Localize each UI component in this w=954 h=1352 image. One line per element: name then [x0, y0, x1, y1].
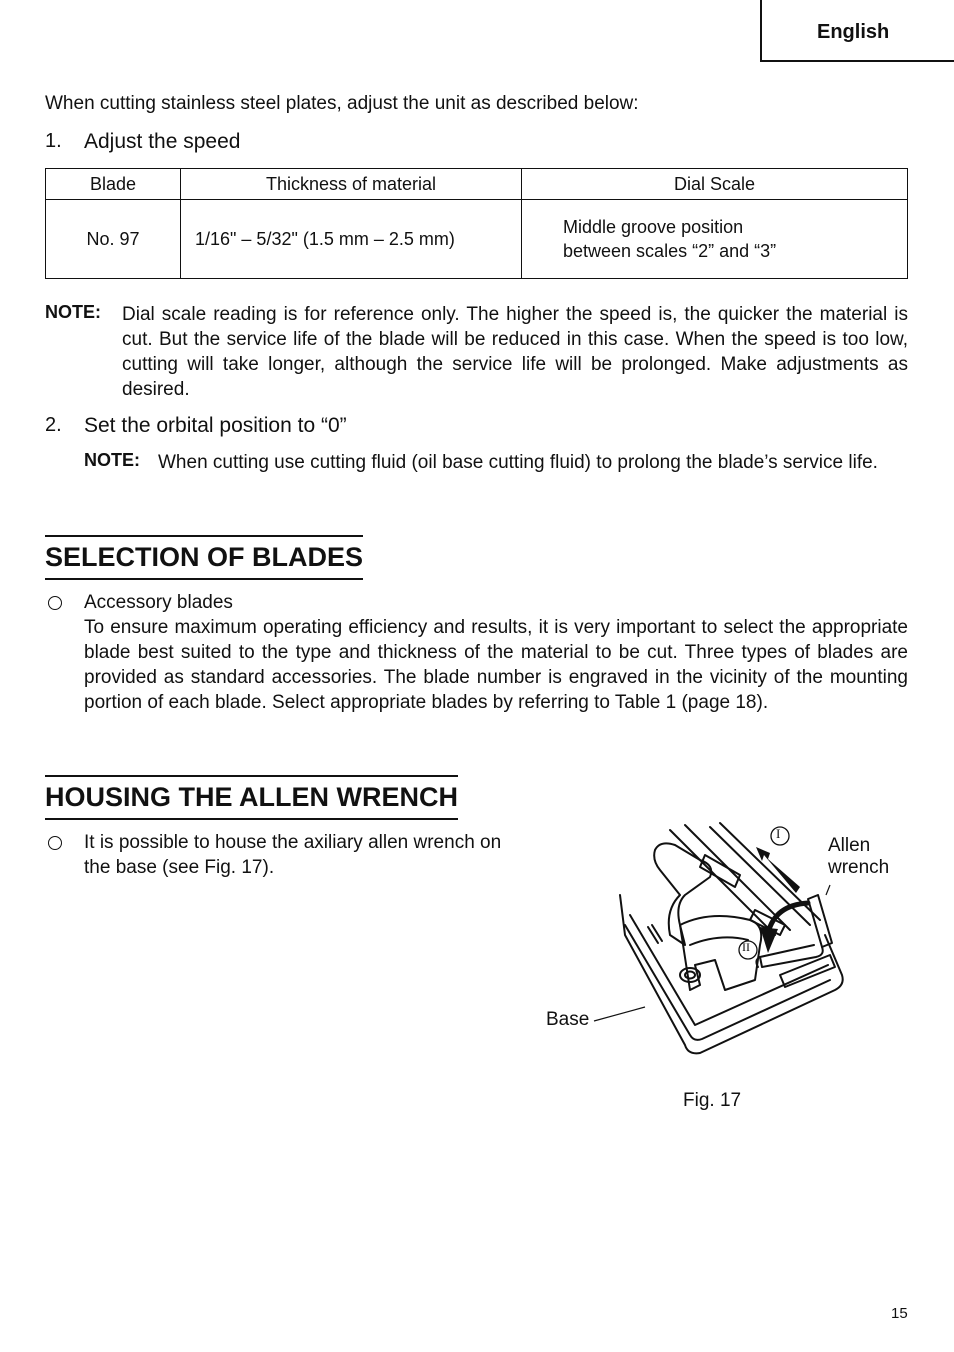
label-allen-wrench [828, 835, 889, 879]
label-allen-line-2: wrench [828, 857, 890, 878]
page-number: 15 [891, 1305, 908, 1322]
circle-bullet-icon [48, 836, 62, 850]
intro-text: When cutting stainless steel plates, adjust the unit as described below: [45, 93, 639, 114]
note-2-text: When cutting use cutting fluid (oil base cutting fluid) to prolong the blade’s service life. [158, 452, 878, 473]
housing-item-text: It is possible to house the axiliary allen wrench on the base (see Fig. 17). [84, 832, 502, 878]
header-thickness: Thickness of material [181, 169, 522, 200]
step-2-text: Set the orbital position to “0” [84, 414, 347, 437]
speed-table [45, 168, 908, 279]
header-dial-scale: Dial Scale [522, 169, 908, 200]
language-label: English [817, 21, 890, 43]
section-title-housing-allen-wrench: HOUSING THE ALLEN WRENCH [45, 775, 458, 820]
accessory-blades-title: Accessory blades [84, 592, 233, 613]
speed-table-row [46, 200, 908, 279]
header-blade: Blade [46, 169, 181, 200]
marker-2: II [742, 940, 750, 954]
step-2-number: 2. [45, 414, 62, 436]
dial-scale-line-1: Middle groove position [563, 217, 744, 237]
language-tab [760, 0, 954, 62]
note-1-label: NOTE: [45, 302, 101, 322]
marker-1: I [776, 826, 781, 841]
step-1-text: Adjust the speed [84, 130, 241, 153]
accessory-blades-item [84, 590, 908, 715]
dial-scale-line-2: between scales “2” and “3” [563, 241, 777, 261]
note-2-label: NOTE: [84, 450, 140, 470]
label-allen-line-1: Allen [828, 835, 871, 856]
label-base: Base [546, 1009, 590, 1030]
cell-dial-scale [522, 200, 908, 279]
section-title-selection-of-blades: SELECTION OF BLADES [45, 535, 363, 580]
circle-bullet-icon [48, 596, 62, 610]
cell-blade: No. 97 [46, 200, 181, 279]
note-1-text: Dial scale reading is for reference only. The higher the speed is, the quicker the material is cut. But the service life of the blade will be reduced in this case. When the speed is too low, cutting will take longer, although the service life will be prolonged. Make adjustments as desired. [122, 304, 908, 400]
accessory-blades-text: To ensure maximum operating efficiency and results, it is very important to select the appropriate blade best suited to the type and thickness of the material to be cut. Three types of blades are provided as standard accessories. The blade number is engraved in the vicinity of the mounting portion of each blade. Select appropriate blades by referring to Table 1 (page 18). [84, 617, 908, 713]
cell-thickness: 1/16" – 5/32" (1.5 mm – 2.5 mm) [181, 200, 522, 279]
step-1-number: 1. [45, 130, 62, 152]
figure-caption: Fig. 17 [683, 1090, 742, 1111]
speed-table-header-row [46, 169, 908, 200]
